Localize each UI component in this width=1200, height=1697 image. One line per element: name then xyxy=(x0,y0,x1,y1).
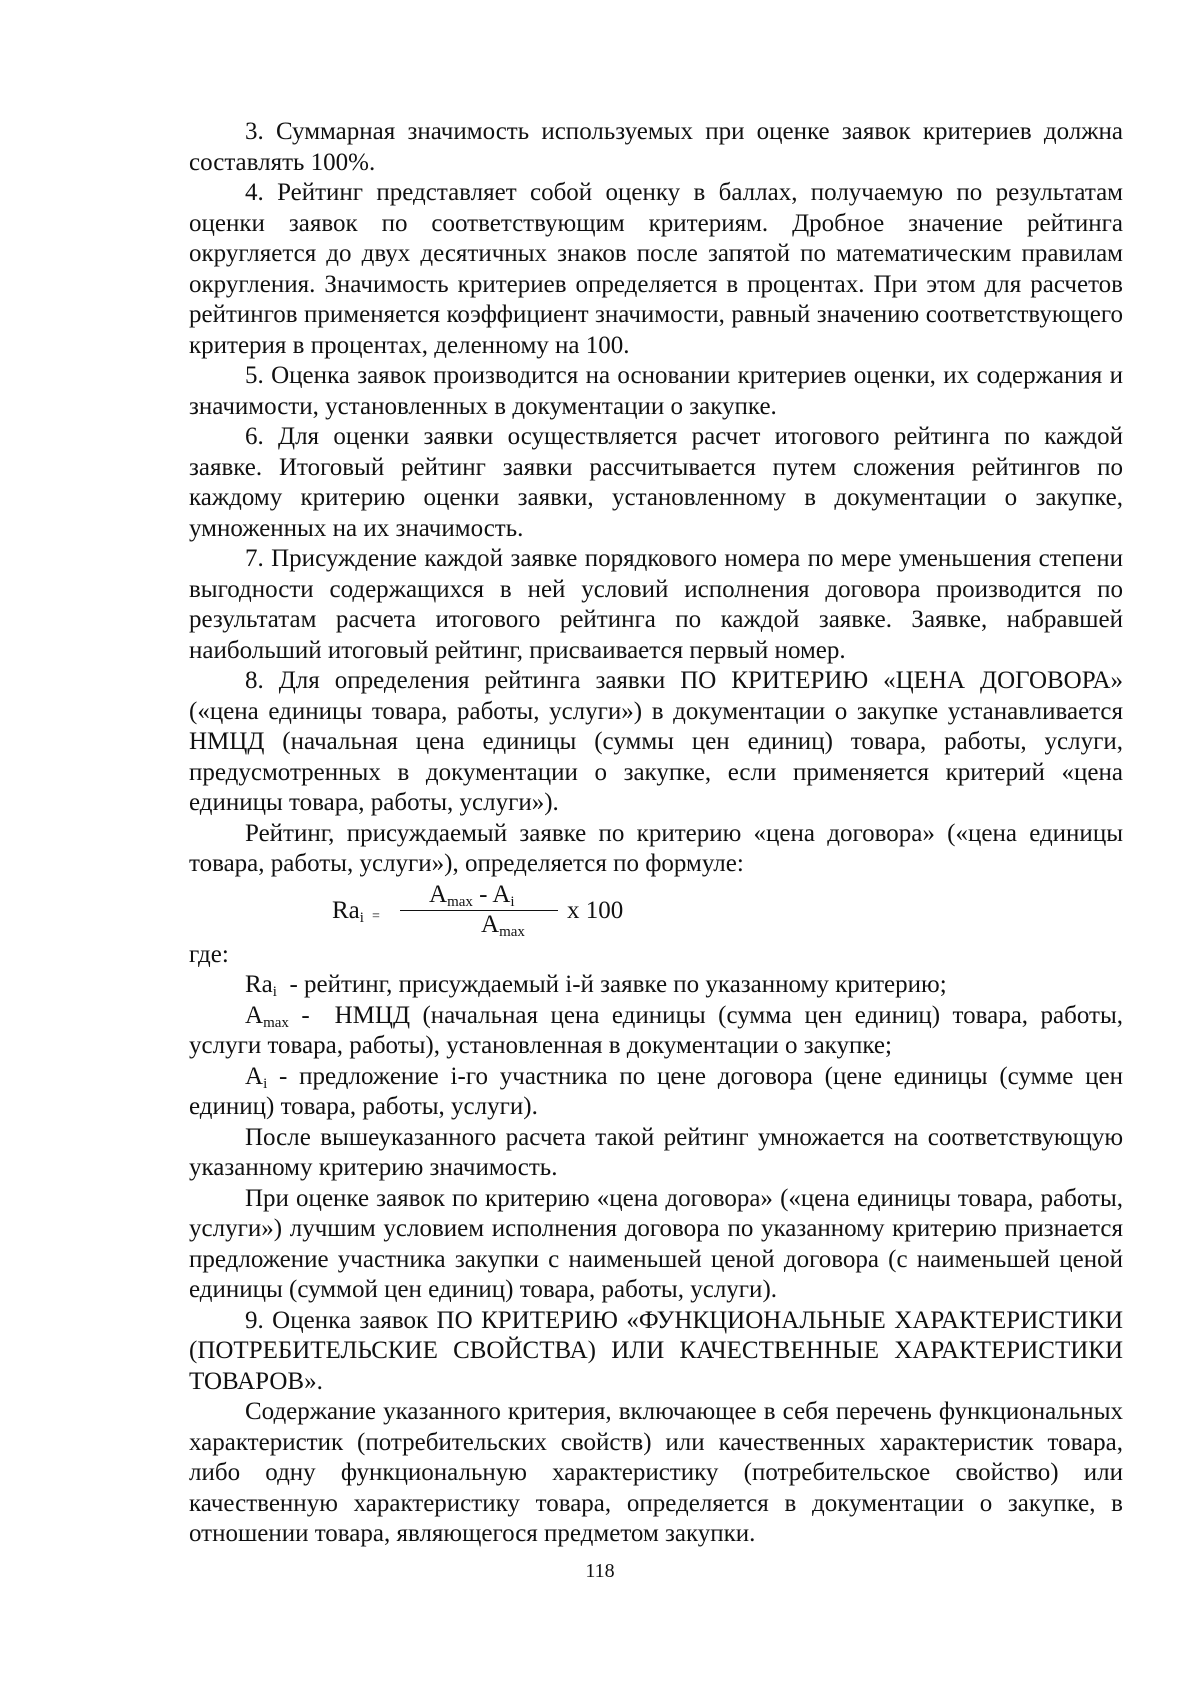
page-number: 118 xyxy=(585,1560,615,1582)
paragraph-9: 9. Оценка заявок ПО КРИТЕРИЮ «ФУНКЦИОНАЛЬНЫЕ ХАРАКТЕРИСТИКИ (ПОТРЕБИТЕЛЬСКИЕ СВОЙСТВА) ИЛИ КАЧЕСТВЕННЫЕ ХАРАКТЕРИСТИКИ ТОВАРОВ». xyxy=(189,1306,1123,1395)
paragraph-4: 4. Рейтинг представляет собой оценку в баллах, получаемую по результатам оценки заявок по соответствующим критериям. Дробное значение рейтинга округляется до двух десятичных знаков после запятой по математическим правилам округления. Значимость критериев определяется в процентах. При этом для расчетов рейтингов применяется коэффициент значимости, равный значению соответствующего критерия в процентах, деленному на 100. xyxy=(189,179,1123,359)
paragraph-3: 3. Суммарная значимость используемых при оценке заявок критериев должна составлять 100%. xyxy=(189,118,1123,176)
rating-formula xyxy=(189,880,1123,940)
formula-equals: = xyxy=(372,908,380,924)
definition-amax: $A_{max}$ - НМЦД (начальная цена единицы (сумма цен единиц) товара, работы, услуги товара, работы), установленная в документации о закупке; xyxy=(189,1001,1130,1059)
formula-multiplier: х 100 xyxy=(567,896,624,924)
definition-ai: $A_i$ - предложение i-го участника по цене договора (цене единицы (сумме цен единиц) товара, работы, услуги). xyxy=(189,1062,1123,1120)
paragraph-5: 5. Оценка заявок производится на основании критериев оценки, их содержания и значимости, установленных в документации о закупке. xyxy=(189,362,1123,420)
formula-numerator: $A_{max} - A_i$ xyxy=(429,880,515,910)
formula-denominator: $A_{max}$ xyxy=(481,910,525,940)
paragraph-after-calc: После вышеуказанного расчета такой рейтинг умножается на соответствующую указанному критерию значимость. xyxy=(189,1123,1123,1181)
paragraph-rating-intro: Рейтинг, присуждаемый заявке по критерию «цена договора» («цена единицы товара, работы, услуги»), определяется по формуле: xyxy=(189,819,1123,877)
paragraph-8: 8. Для определения рейтинга заявки ПО КРИТЕРИЮ «ЦЕНА ДОГОВОРА» («цена единицы товара, работы, услуги») в документации о закупке устанавливается НМЦД (начальная цена единицы (суммы цен единиц) товара, работы, услуги, предусмотренных в документации о закупке, если применяется критерий «цена единицы товара, работы, услуги»). xyxy=(189,667,1123,816)
where-label: где: xyxy=(189,940,229,968)
document-page xyxy=(189,117,1130,1550)
paragraph-6: 6. Для оценки заявки осуществляется расчет итогового рейтинга по каждой заявке. Итоговый рейтинг заявки рассчитывается путем сложения рейтингов по каждому критерию оценки заявки, установленному в документации о закупке, умноженных на их значимость. xyxy=(189,423,1123,542)
definition-ra: $Ra_i$ - рейтинг, присуждаемый i-й заявке по указанному критерию; xyxy=(245,971,947,1000)
paragraph-criterion-content: Содержание указанного критерия, включающее в себя перечень функциональных характеристик (потребительских свойств) или качественных характеристик товара, либо одну функциональную характеристику (потребительское свойство) или качественную характеристику товара, определяется в документации о закупке, в отношении товара, являющегося предметом закупки. xyxy=(189,1398,1123,1547)
formula-lhs: $Ra_i$ xyxy=(332,896,364,926)
paragraph-7: 7. Присуждение каждой заявке порядкового номера по мере уменьшения степени выгодности содержащихся в ней условий исполнения договора производится по результатам расчета итогового рейтинга по каждой заявке. Заявке, набравшей наибольший итоговый рейтинг, присваивается первый номер. xyxy=(189,545,1123,664)
paragraph-best-condition: При оценке заявок по критерию «цена договора» («цена единицы товара, работы, услуги») лучшим условием исполнения договора по указанному критерию признается предложение участника закупки с наименьшей ценой договора (с наименьшей ценой единицы (суммой цен единиц) товара, работы, услуги). xyxy=(189,1184,1123,1303)
formula-fraction-bar xyxy=(400,910,558,911)
